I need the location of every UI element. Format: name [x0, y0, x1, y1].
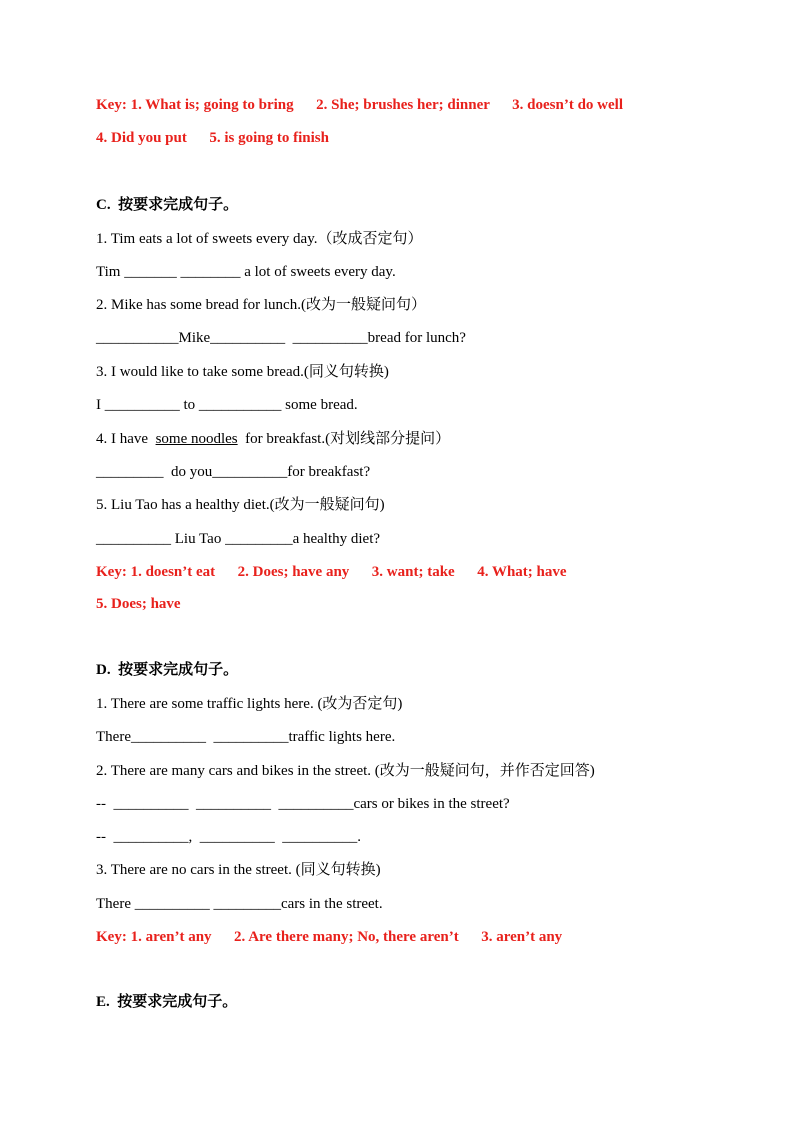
section-e-heading: E. 按要求完成句子。 [96, 994, 238, 1010]
question-1: 1. Tim eats a lot of sweets every day.（改成否定句） [96, 231, 423, 247]
question-4 [96, 429, 450, 449]
question-1: 1. There are some traffic lights here. (改为否定句) [96, 696, 403, 712]
question-5: 5. Liu Tao has a healthy diet.(改为一般疑问句) [96, 497, 385, 513]
answer-blank-4: _________ do you__________for breakfast? [96, 464, 371, 480]
question-3: 3. There are no cars in the street. (同义句转换) [96, 862, 381, 878]
answer-blank-1: Tim _______ ________ a lot of sweets every day. [96, 264, 396, 280]
answer-blank-2: -- __________ __________ __________cars or bikes in the street? [96, 796, 510, 812]
underlined-phrase: some noodles [155, 431, 238, 447]
answer-key-line: Key: 1. doesn’t eat 2. Does; have any 3. want; take 4. What; have [96, 564, 567, 580]
answer-key-line: Key: 1. What is; going to bring 2. She; brushes her; dinner 3. doesn’t do well [96, 97, 623, 113]
question-4-prefix: 4. I have [96, 431, 156, 447]
answer-key-line: 5. Does; have [96, 596, 181, 612]
answer-blank-2b: -- __________, __________ __________. [96, 829, 361, 845]
section-d-heading: D. 按要求完成句子。 [96, 662, 239, 678]
answer-blank-1: There__________ __________traffic lights here. [96, 729, 396, 745]
question-2: 2. There are many cars and bikes in the street. (改为一般疑问句，并作否定回答) [96, 763, 595, 779]
answer-key-line: Key: 1. aren’t any 2. Are there many; No, there aren’t 3. aren’t any [96, 929, 563, 945]
question-3: 3. I would like to take some bread.(同义句转换) [96, 364, 389, 380]
answer-blank-2: ___________Mike__________ __________bread for lunch? [96, 330, 466, 346]
answer-blank-5: __________ Liu Tao _________a healthy diet? [96, 531, 381, 547]
section-c-heading: C. 按要求完成句子。 [96, 197, 239, 213]
answer-blank-3: I __________ to ___________ some bread. [96, 397, 358, 413]
question-4-suffix: for breakfast.(对划线部分提问） [237, 431, 451, 447]
answer-blank-3: There __________ _________cars in the street. [96, 896, 383, 912]
answer-key-line: 4. Did you put 5. is going to finish [96, 130, 329, 146]
question-2: 2. Mike has some bread for lunch.(改为一般疑问句） [96, 297, 426, 313]
